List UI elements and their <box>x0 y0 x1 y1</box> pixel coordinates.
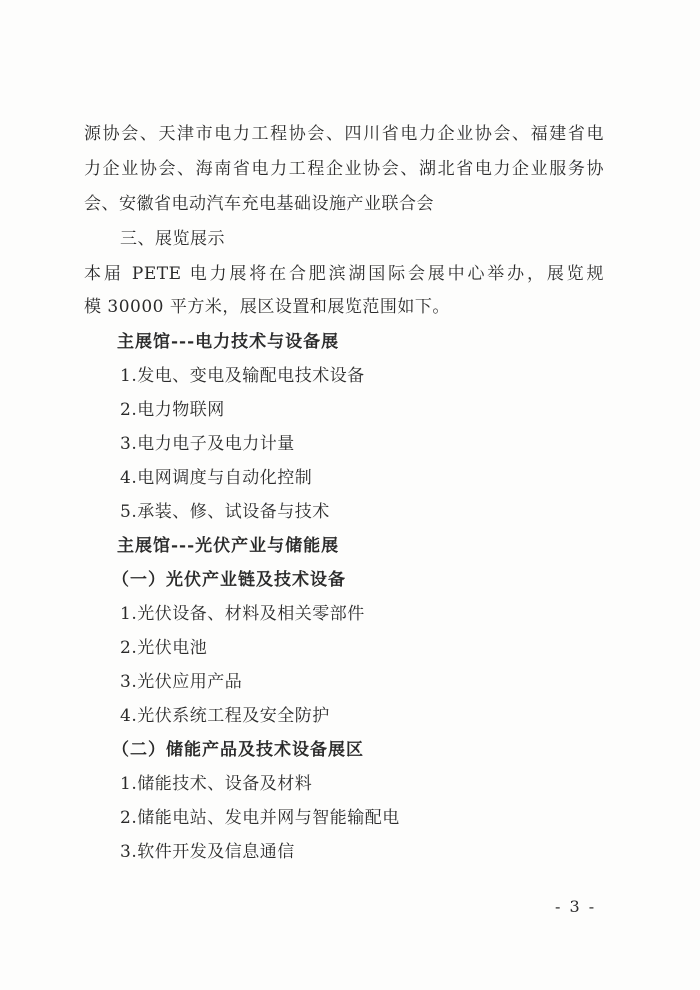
hall-pv-title: 主展馆---光伏产业与储能展 <box>117 536 340 556</box>
hall-power-title: 主展馆---电力技术与设备展 <box>117 332 340 352</box>
hall-power-item-1: 1.发电、变电及输配电技术设备 <box>120 366 365 386</box>
hall-power-item-5: 5.承装、修、试设备与技术 <box>120 502 330 522</box>
paragraph-continuation-line-2: 力企业协会、海南省电力工程企业协会、湖北省电力企业服务协 <box>84 159 604 179</box>
pv-item-1: 1.光伏设备、材料及相关零部件 <box>120 604 365 624</box>
paragraph-continuation-line-3: 会、安徽省电动汽车充电基础设施产业联合会 <box>84 194 434 214</box>
pv-section-title: （一）光伏产业链及技术设备 <box>112 570 346 590</box>
pv-item-3: 3.光伏应用产品 <box>120 672 243 692</box>
section-heading: 三、展览展示 <box>120 229 225 249</box>
storage-item-2: 2.储能电站、发电并网与智能输配电 <box>120 808 400 828</box>
intro-paragraph-line-1: 本届 PETE 电力展将在合肥滨湖国际会展中心举办，展览规 <box>84 264 604 284</box>
pv-item-2: 2.光伏电池 <box>120 638 208 658</box>
storage-item-3: 3.软件开发及信息通信 <box>120 842 295 862</box>
storage-item-1: 1.储能技术、设备及材料 <box>120 774 313 794</box>
pv-item-4: 4.光伏系统工程及安全防护 <box>120 706 330 726</box>
hall-power-item-4: 4.电网调度与自动化控制 <box>120 468 313 488</box>
hall-power-item-2: 2.电力物联网 <box>120 400 225 420</box>
intro-paragraph-line-2: 模 30000 平方米，展区设置和展览范围如下。 <box>84 297 450 317</box>
paragraph-continuation-line-1: 源协会、天津市电力工程协会、四川省电力企业协会、福建省电 <box>84 124 604 144</box>
hall-power-item-3: 3.电力电子及电力计量 <box>120 434 295 454</box>
storage-section-title: （二）储能产品及技术设备展区 <box>112 740 364 760</box>
page-number: - 3 - <box>555 897 597 916</box>
